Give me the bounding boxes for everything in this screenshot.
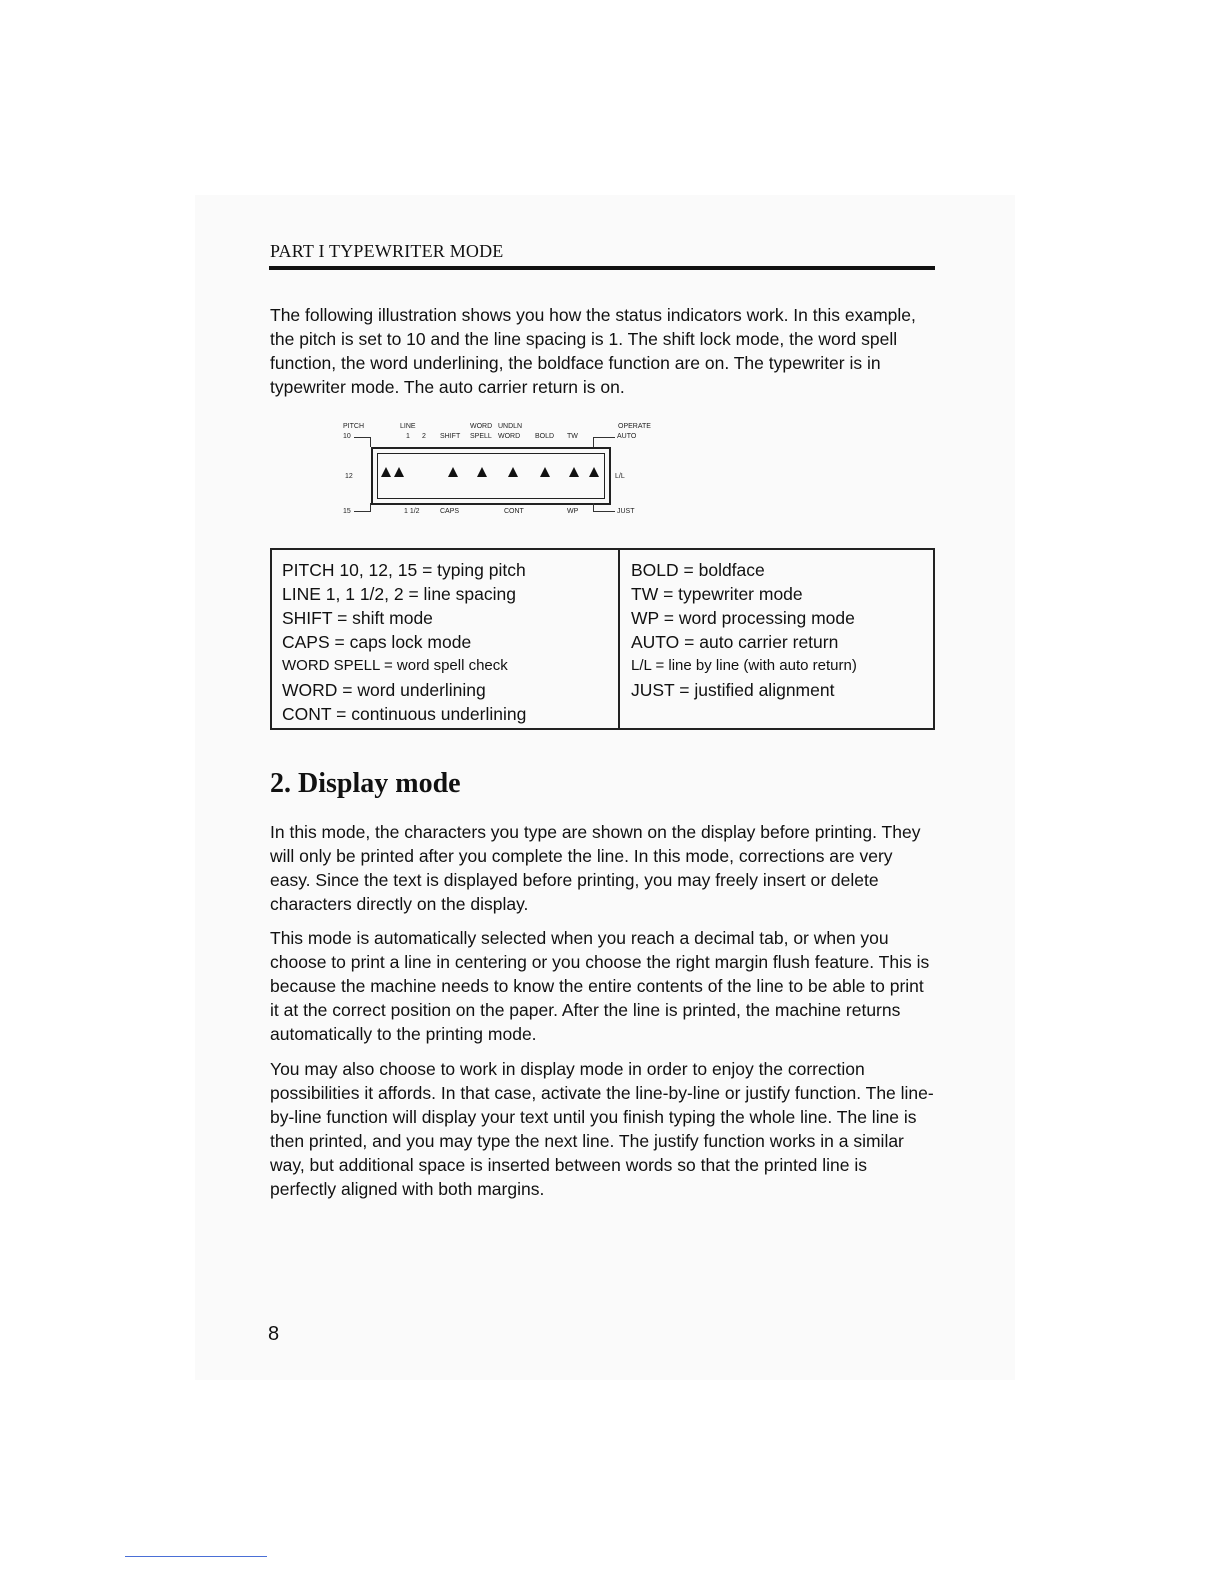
indicator-auto-triangle <box>569 467 579 477</box>
label-pitch: PITCH <box>343 423 364 430</box>
running-header: PART I TYPEWRITER MODE <box>270 241 504 261</box>
label-line-1-half: 1 1/2 <box>404 508 420 515</box>
label-line: LINE <box>400 423 416 430</box>
label-bold: BOLD <box>535 433 555 440</box>
label-word-underline: WORD <box>498 433 521 440</box>
body-paragraph: You may also choose to work in display mode in order to enjoy the correction possibilities it affords. In that case, activate the line-by-line or justify function. The line-by-line function will display your text until you finish typing the whole line. The line is then printed, and you may type the next line. The justify function works in a similar way, but additional space is inserted between words so that the printed line is perfectly aligned with both margins. <box>270 1059 934 1199</box>
label-pitch-15: 15 <box>343 508 351 515</box>
legend-item: LINE 1, 1 1/2, 2 = line spacing <box>282 584 516 604</box>
label-tw: TW <box>567 433 578 440</box>
indicator-word-triangle <box>477 467 487 477</box>
footer-line <box>125 1556 267 1557</box>
legend-table <box>270 548 935 730</box>
legend-left-column <box>282 558 526 726</box>
label-line-2: 2 <box>422 433 426 440</box>
label-auto: AUTO <box>617 433 637 440</box>
header-rule <box>269 266 935 270</box>
indicator-bold-triangle <box>508 467 518 477</box>
legend-item: JUST = justified alignment <box>631 680 835 700</box>
legend-right-column <box>631 558 857 702</box>
section-heading: 2. Display mode <box>270 768 461 799</box>
legend-item: WORD = word underlining <box>282 680 486 700</box>
indicator-line-1-triangle <box>381 467 391 477</box>
body-paragraph: This mode is automatically selected when you reach a decimal tab, or when you choose to print a line in centering or you choose the right margin flush feature. This is because the machine needs to know the entire contents of the line to be able to print it at the correct position on the paper. After the line is printed, the machine returns automatically to the printing mode. <box>270 928 930 1044</box>
legend-item: WORD SPELL = word spell check <box>282 657 508 674</box>
label-operate: OPERATE <box>618 423 651 430</box>
label-pitch-12: 12 <box>345 473 353 480</box>
label-shift: SHIFT <box>440 433 461 440</box>
intro-paragraph: The following illustration shows you how the status indicators work. In this example, the pitch is set to 10 and the line spacing is 1. The shift lock mode, the word spell function, the word underlining, the boldface function are on. The typewriter is in typewriter mode. The auto carrier return is on. <box>270 305 916 397</box>
legend-item: WP = word processing mode <box>631 608 855 628</box>
label-undln: UNDLN <box>498 423 523 430</box>
legend-item: BOLD = boldface <box>631 560 765 580</box>
indicator-extra-triangle <box>589 467 599 477</box>
label-pitch-10: 10 <box>343 433 351 440</box>
indicator-tw-triangle <box>540 467 550 477</box>
legend-item: SHIFT = shift mode <box>282 608 433 628</box>
label-spell: SPELL <box>470 433 492 440</box>
label-just: JUST <box>617 508 635 515</box>
status-indicator-illustration <box>340 423 650 518</box>
label-caps: CAPS <box>440 508 460 515</box>
indicator-spell-triangle <box>448 467 458 477</box>
legend-item: CAPS = caps lock mode <box>282 632 472 652</box>
label-line-by-line: L/L <box>615 473 625 480</box>
indicator-shift-triangle <box>394 467 404 477</box>
label-word: WORD <box>470 423 493 430</box>
legend-item: TW = typewriter mode <box>631 584 803 604</box>
label-wp: WP <box>567 508 579 515</box>
body-paragraph: In this mode, the characters you type are shown on the display before printing. They will only be printed after you complete the line. In this mode, corrections are very easy. Since the text is displayed before printing, you may freely insert or delete characters directly on the display. <box>270 822 921 914</box>
label-line-1: 1 <box>406 433 410 440</box>
legend-item: PITCH 10, 12, 15 = typing pitch <box>282 560 526 580</box>
page-number: 8 <box>268 1323 280 1345</box>
legend-item: CONT = continuous underlining <box>282 704 527 724</box>
legend-item: AUTO = auto carrier return <box>631 632 839 652</box>
legend-item: L/L = line by line (with auto return) <box>631 657 857 674</box>
legend-divider <box>618 550 620 728</box>
label-cont: CONT <box>504 508 524 515</box>
